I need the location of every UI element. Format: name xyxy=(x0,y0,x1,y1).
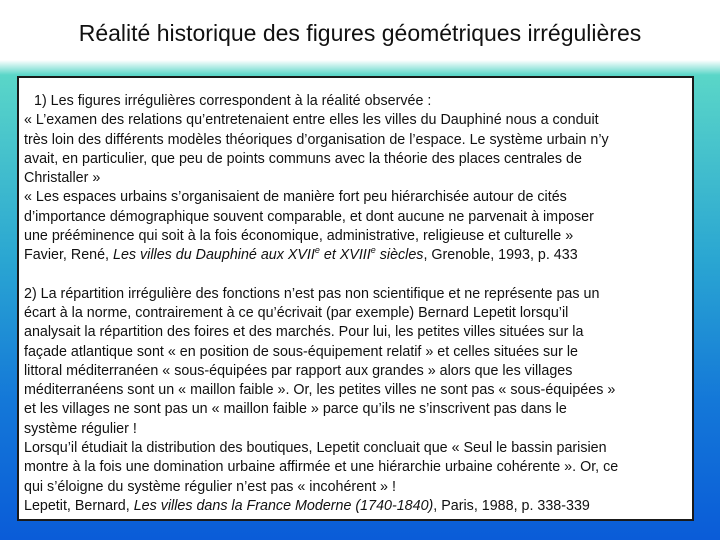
body-line: littoral méditerranéen « sous-équipées par rapport aux grandes » alors que les villages xyxy=(24,362,573,379)
quote-line: d’importance démographique souvent comparable, et dont aucune ne parvenait à imposer xyxy=(24,208,594,225)
citation-details: , Grenoble, 1993, p. 433 xyxy=(423,247,578,264)
quote-line: « L’examen des relations qu’entretenaient entre elles les villes du Dauphiné nous a conduit xyxy=(24,112,599,129)
body-line: méditerranéens sont un « maillon faible ». Or, les petites villes ne sont pas « sous-équipées » xyxy=(24,382,616,399)
body-line: qui s’éloigne du système régulier n’est pas « incohérent » ! xyxy=(24,478,396,495)
quote-line: « Les espaces urbains s’organisaient de manière fort peu hiérarchisée autour de cités xyxy=(24,189,567,206)
citation-author: Favier, René, xyxy=(24,247,113,264)
paragraph-gap xyxy=(24,266,686,285)
quote-line: une prééminence qui soit à la fois économique, administrative, religieuse et culturelle » xyxy=(24,228,574,245)
citation-book-title: Les villes dans la France Moderne (1740-1840) xyxy=(133,497,434,514)
section2-heading: 2) La répartition irrégulière des fonctions n’est pas non scientifique et ne représente pas un xyxy=(24,285,600,302)
body-line: montre à la fois une domination urbaine affirmée et une hiérarchie urbaine cohérente ». Or, ce xyxy=(24,459,619,476)
quote-line: avait, en particulier, que peu de points communs avec la théorie des places centrales de xyxy=(24,150,582,167)
body-line: écart à la norme, contrairement à ce qu’écrivait (par exemple) Bernard Lepetit lorsqu’il xyxy=(24,304,569,321)
slide-title: Réalité historique des figures géométriques irrégulières xyxy=(78,20,642,46)
citation-book-title: Les villes du Dauphiné aux XVIIe et XVIIIe siècles xyxy=(113,245,424,264)
quote-line: Christaller » xyxy=(24,170,101,187)
body-line: et les villages ne sont pas un « maillon faible » parce qu’ils ne s’inscrivent pas dans le xyxy=(24,401,567,418)
citation-author: Lepetit, Bernard, xyxy=(24,497,134,514)
body-line: système régulier ! xyxy=(24,420,137,437)
body-line: façade atlantique sont « en position de sous-équipement relatif » et celles situées sur le xyxy=(24,343,578,360)
citation-lepetit xyxy=(24,497,686,516)
body-line: Lorsqu’il étudiait la distribution des boutiques, Lepetit concluait que « Seul le bassin parisien xyxy=(24,440,607,457)
citation-favier xyxy=(24,246,686,265)
citation-details: , Paris, 1988, p. 338-339 xyxy=(433,497,590,514)
content-box xyxy=(17,76,694,521)
quote-line: très loin des différents modèles théoriques d’organisation de l’espace. Le système urbain n’y xyxy=(24,131,609,148)
section1-heading: 1) Les figures irrégulières correspondent à la réalité observée : xyxy=(34,93,432,109)
body-line: analysait la répartition des foires et des marchés. Pour lui, les petites villes situées sur la xyxy=(24,324,584,341)
